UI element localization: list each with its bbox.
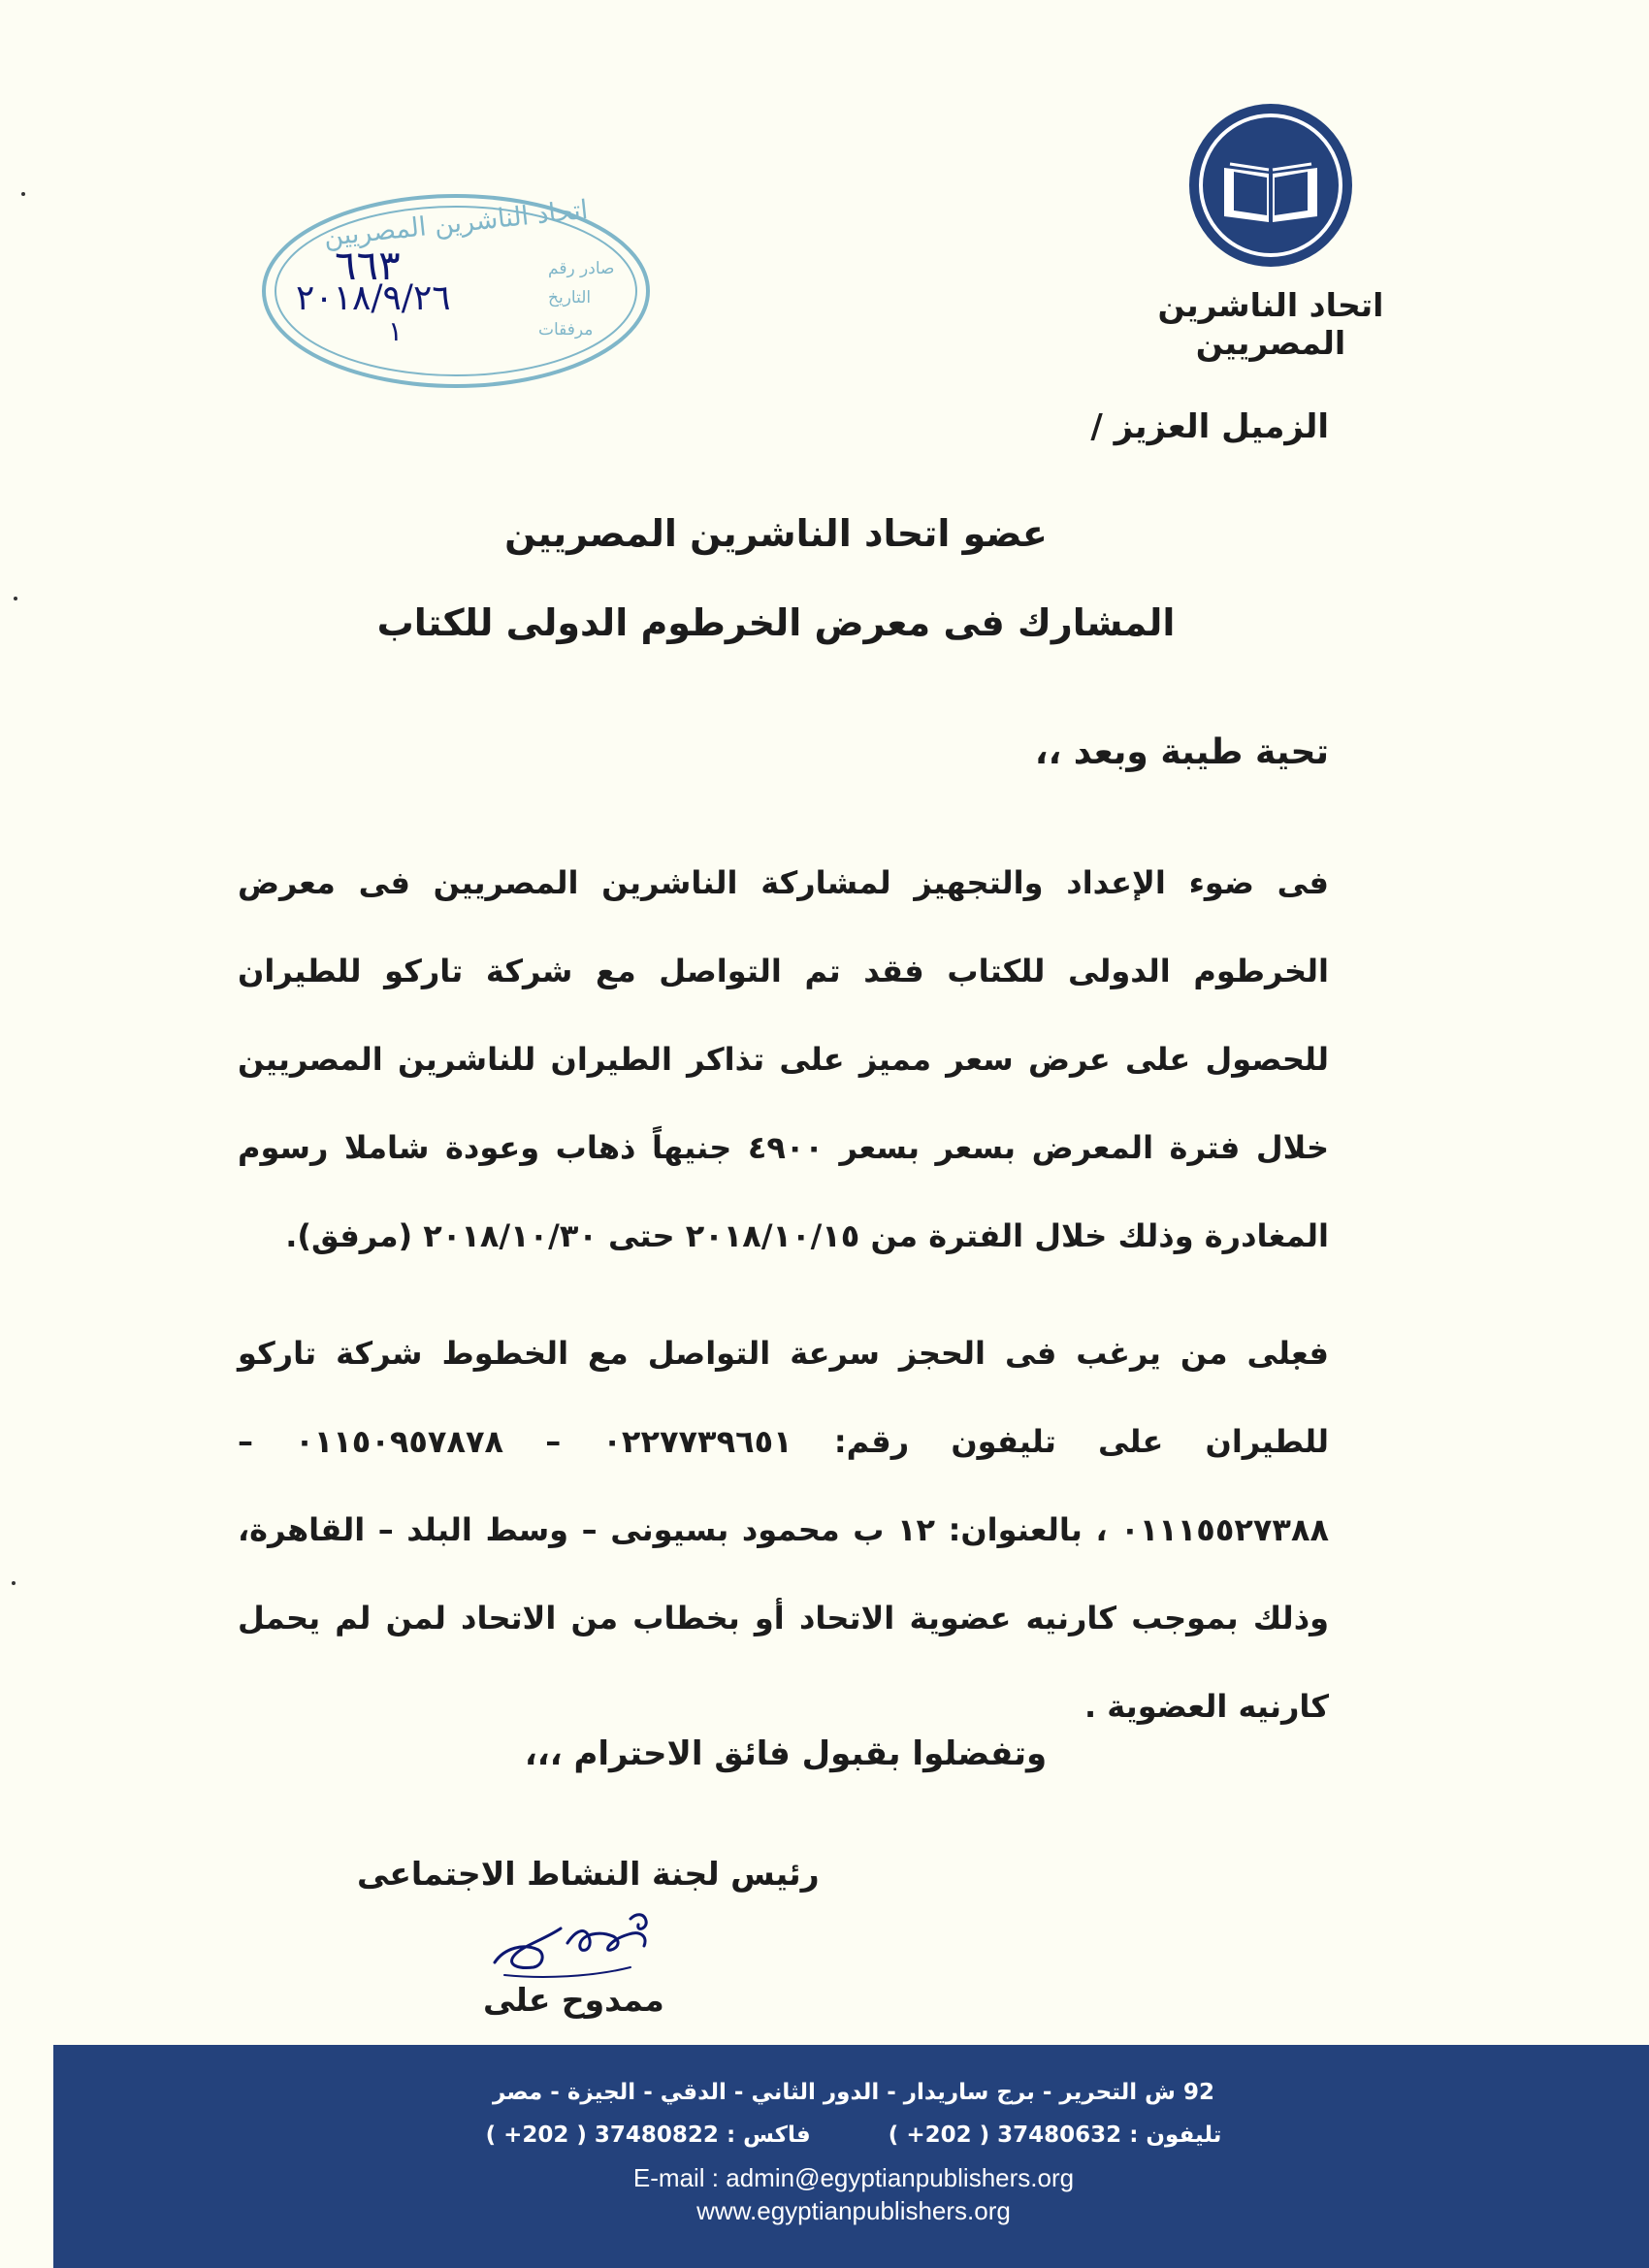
footer-email: E-mail : admin@egyptianpublishers.org bbox=[632, 2163, 1075, 2192]
footer-address: 92 ش التحرير - برج ساريدار - الدور الثاني - الدقي - الجيزة - مصر bbox=[493, 2080, 1214, 2105]
scan-speck bbox=[12, 1581, 16, 1585]
scan-speck bbox=[21, 192, 25, 196]
greeting: تحية طيبة وبعد ،، bbox=[1034, 732, 1329, 772]
stamp-number-value: ٦٦٣ bbox=[335, 242, 401, 289]
signatory-title: رئيس لجنة النشاط الاجتماعى bbox=[357, 1855, 820, 1893]
body-paragraph-1: فى ضوء الإعداد والتجهيز لمشاركة الناشرين المصريين فى معرض الخرطوم الدولى للكتاب فقد تم التواصل مع شركة تاركو للطيران للحصول على عرض سعر مميز على تذاكر الطيران للناشرين المصريين خلال فترة المعرض بسعر بسعر ٤٩٠٠ جنيهاً ذهاب وعودة شاملا رسوم المغادرة وذلك خلال الفترة من ٢٠١٨/١٠/١٥ حتى ٢٠١٨/١٠/٣٠ (مرفق). bbox=[238, 864, 1329, 1254]
signatory-name: ممدوح على bbox=[483, 1981, 664, 2019]
scan-speck bbox=[14, 597, 17, 600]
stamp-date-value: ٢٠١٨/٩/٢٦ bbox=[296, 278, 451, 318]
letterhead-logo bbox=[1082, 102, 1460, 362]
stamp-attachments-value: ١ bbox=[388, 315, 404, 347]
stamp-org-name: اتحاد الناشرين المصريين bbox=[322, 194, 590, 253]
organization-name: اتحاد الناشرين المصريين bbox=[1157, 286, 1384, 362]
body-paragraph-2: فعلى من يرغب فى الحجز سرعة التواصل مع الخطوط شركة تاركو للطيران على تليفون رقم: ٠٢٢٧٧٣٩٦٥١ – ٠١١٥٠٩٥٧٨٧٨ – ٠١١١٥٥٢٧٣٨٨ ، بالعنوان: ١٢ ب محمود بسيونى – وسط البلد – القاهرة، وذلك بموجب كارنيه عضوية الاتحاد أو بخطاب من الاتحاد لمن لم يحمل كارنيه العضوية . bbox=[238, 1335, 1330, 1725]
footer-website: www.egyptianpublishers.org bbox=[696, 2196, 1011, 2225]
recipient-line-1: عضو اتحاد الناشرين المصريين bbox=[504, 512, 1048, 555]
footer-phone-fax: تليفون : 37480632 ( 202+ ) فاكس : 37480822 ( 202+ ) bbox=[485, 2122, 1222, 2148]
open-book-icon bbox=[1187, 102, 1354, 269]
stamp-date-label: التاريخ bbox=[548, 288, 592, 308]
recipient-line-2: المشارك فى معرض الخرطوم الدولى للكتاب bbox=[376, 601, 1176, 644]
stamp-number-label: صادر رقم bbox=[548, 259, 615, 278]
registry-stamp bbox=[257, 189, 655, 393]
salutation: الزميل العزيز / bbox=[1090, 407, 1329, 446]
letterhead-footer bbox=[53, 2045, 1649, 2268]
stamp-attachments-label: مرفقات bbox=[538, 320, 594, 340]
closing-line: وتفضلوا بقبول فائق الاحترام ،،، bbox=[524, 1734, 1048, 1773]
